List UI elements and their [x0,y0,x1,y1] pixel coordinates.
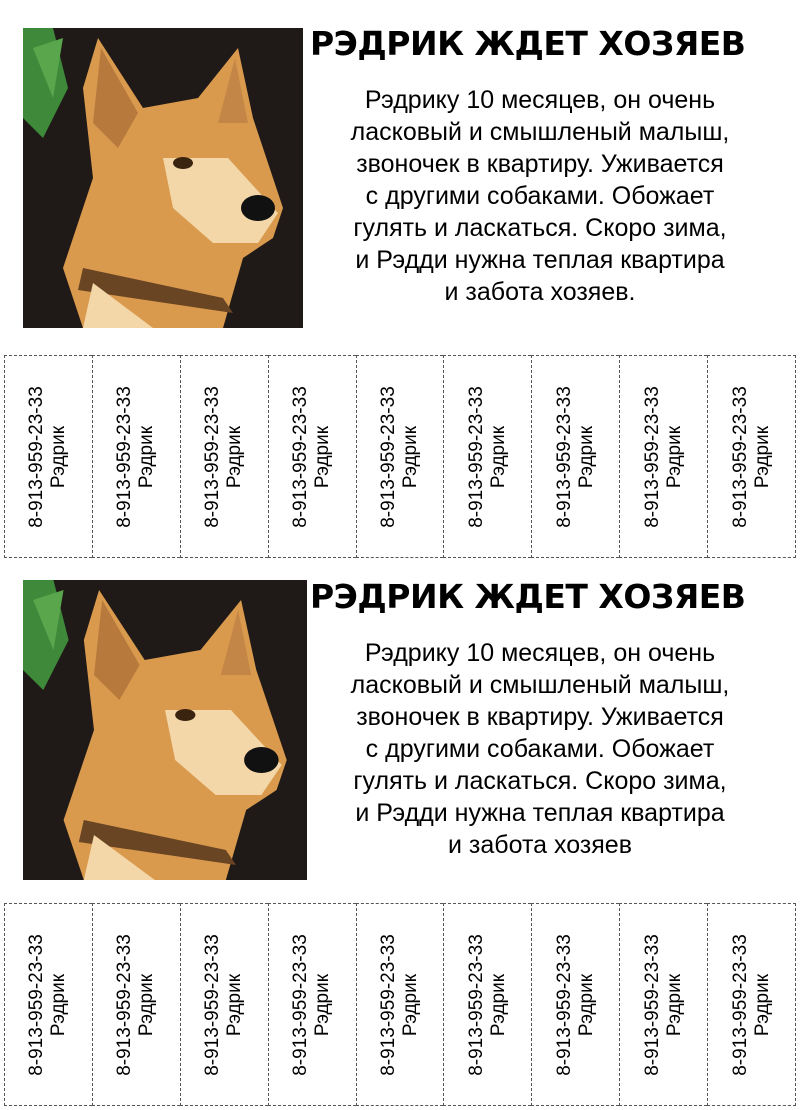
tear-off-tab[interactable] [4,355,92,558]
description-line: и забота хозяев [448,831,632,859]
tab-name: Рэдрик [575,425,597,488]
tear-off-tab[interactable] [92,903,180,1106]
tear-off-tab[interactable] [268,903,356,1106]
flyer-title: РЭДРИК ЖДЕТ ХОЗЯЕВ [310,24,746,63]
tab-phone: 8-913-959-23-33 [729,385,751,528]
tear-off-tab[interactable] [531,355,619,558]
tab-phone: 8-913-959-23-33 [290,385,312,528]
tear-off-tab[interactable] [531,903,619,1106]
tab-phone: 8-913-959-23-33 [465,385,487,528]
tab-name: Рэдрик [751,425,773,488]
dog-photo [23,28,303,328]
tab-phone: 8-913-959-23-33 [202,385,224,528]
tear-off-tab[interactable] [707,355,796,558]
tab-name: Рэдрик [224,973,246,1036]
description-line: Рэдрику 10 месяцев, он очень [364,86,716,114]
flyer-description [305,84,775,308]
description-line: звоночек в квартиру. Уживается [356,703,724,731]
tab-phone: 8-913-959-23-33 [26,933,48,1076]
tear-off-tab[interactable] [707,903,796,1106]
tab-phone: 8-913-959-23-33 [202,933,224,1076]
tear-off-tab[interactable] [443,903,531,1106]
tear-off-tabs [4,903,796,1106]
description-line: звоночек в квартиру. Уживается [356,150,724,178]
tab-phone: 8-913-959-23-33 [729,933,751,1076]
tear-off-tab[interactable] [619,903,707,1106]
flyer-title: РЭДРИК ЖДЕТ ХОЗЯЕВ [310,577,746,616]
tab-phone: 8-913-959-23-33 [26,385,48,528]
flyer-description [305,637,775,861]
tab-name: Рэдрик [663,425,685,488]
tear-off-tab[interactable] [356,355,444,558]
description-line: и Рэдди нужна теплая квартира [355,799,725,827]
tab-phone: 8-913-959-23-33 [465,933,487,1076]
description-line: с другими собаками. Обожает [365,182,715,210]
tab-phone: 8-913-959-23-33 [290,933,312,1076]
tab-name: Рэдрик [312,425,334,488]
tear-off-tab[interactable] [268,355,356,558]
tab-name: Рэдрик [136,973,158,1036]
tab-name: Рэдрик [312,973,334,1036]
description-line: и Рэдди нужна теплая квартира [355,246,725,274]
tab-name: Рэдрик [663,973,685,1036]
tab-name: Рэдрик [575,973,597,1036]
flyer-bottom [0,553,800,1108]
tear-off-tab[interactable] [443,355,531,558]
tear-off-tab[interactable] [180,903,268,1106]
tear-off-tab[interactable] [92,355,180,558]
tab-phone: 8-913-959-23-33 [114,933,136,1076]
tab-phone: 8-913-959-23-33 [378,933,399,1076]
description-line: ласковый и смышленый малыш, [350,671,730,699]
tab-phone: 8-913-959-23-33 [553,933,575,1076]
description-line: с другими собаками. Обожает [365,735,715,763]
tab-phone: 8-913-959-23-33 [378,385,399,528]
tab-name: Рэдрик [487,973,509,1036]
description-line: гулять и ласкаться. Скоро зима, [353,214,727,242]
tab-name: Рэдрик [224,425,246,488]
tear-off-tabs [4,355,796,558]
tear-off-tab[interactable] [180,355,268,558]
tab-phone: 8-913-959-23-33 [553,385,575,528]
tear-off-tab[interactable] [356,903,444,1106]
tab-phone: 8-913-959-23-33 [641,933,663,1076]
tab-name: Рэдрик [400,425,421,488]
tear-off-tab[interactable] [4,903,92,1106]
tab-phone: 8-913-959-23-33 [641,385,663,528]
tab-phone: 8-913-959-23-33 [114,385,136,528]
tab-name: Рэдрик [751,973,773,1036]
tab-name: Рэдрик [48,425,70,488]
tab-name: Рэдрик [487,425,509,488]
tab-name: Рэдрик [136,425,158,488]
description-line: гулять и ласкаться. Скоро зима, [353,767,727,795]
tear-off-tab[interactable] [619,355,707,558]
description-line: и забота хозяев. [444,278,636,306]
description-line: ласковый и смышленый малыш, [350,118,730,146]
tab-name: Рэдрик [48,973,70,1036]
dog-photo [23,580,307,880]
tab-name: Рэдрик [400,973,421,1036]
description-line: Рэдрику 10 месяцев, он очень [364,639,716,667]
